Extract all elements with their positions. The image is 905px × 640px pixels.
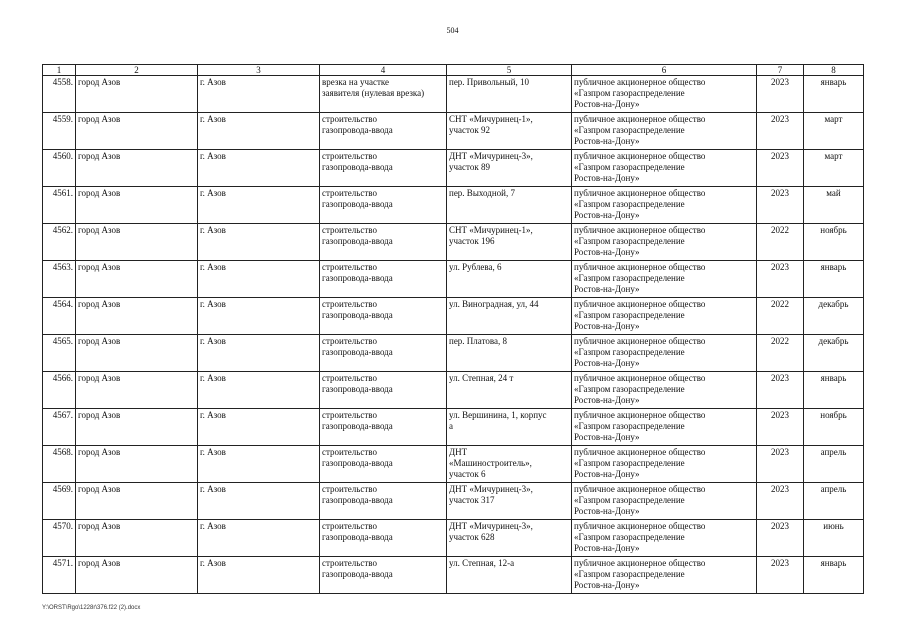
work-type-cell xyxy=(320,298,447,335)
work-type-cell-line: строительство xyxy=(322,447,377,457)
organization-cell-line: «Газпром газораспределение xyxy=(574,347,685,357)
organization-cell-line: Ростов-на-Дону» xyxy=(574,247,640,257)
organization-cell-line: публичное акционерное общество xyxy=(574,558,706,568)
address-cell-line: пер. Привольный, 10 xyxy=(449,77,529,87)
organization-cell-line: публичное акционерное общество xyxy=(574,299,706,309)
work-type-cell-line: строительство xyxy=(322,225,377,235)
organization-cell-line: Ростов-на-Дону» xyxy=(574,210,640,220)
work-type-cell-line: строительство xyxy=(322,521,377,531)
row-number-cell: 4567. xyxy=(43,409,76,446)
municipality-cell: город Азов xyxy=(76,187,198,224)
work-type-cell-line: газопровода-ввода xyxy=(322,310,393,320)
gasification-table xyxy=(42,64,864,594)
row-number-cell: 4563. xyxy=(43,261,76,298)
organization-cell xyxy=(572,520,757,557)
work-type-cell-line: строительство xyxy=(322,299,377,309)
organization-cell xyxy=(572,76,757,113)
table-row xyxy=(43,298,864,335)
organization-cell xyxy=(572,409,757,446)
year-cell: 2022 xyxy=(757,298,804,335)
row-number-cell: 4560. xyxy=(43,150,76,187)
organization-cell xyxy=(572,113,757,150)
organization-cell-line: «Газпром газораспределение xyxy=(574,199,685,209)
address-cell-line: ДНТ xyxy=(449,447,468,457)
organization-cell-line: «Газпром газораспределение xyxy=(574,162,685,172)
address-cell-line: участок 317 xyxy=(449,495,495,505)
address-cell-line: «Машиностроитель», xyxy=(449,458,532,468)
year-cell: 2023 xyxy=(757,446,804,483)
address-cell-line: участок 92 xyxy=(449,125,490,135)
address-cell xyxy=(447,409,572,446)
address-cell xyxy=(447,113,572,150)
row-number-cell: 4566. xyxy=(43,372,76,409)
organization-cell-line: публичное акционерное общество xyxy=(574,151,706,161)
month-cell: январь xyxy=(804,372,864,409)
organization-cell-line: «Газпром газораспределение xyxy=(574,569,685,579)
organization-cell-line: «Газпром газораспределение xyxy=(574,421,685,431)
municipality-cell: город Азов xyxy=(76,113,198,150)
organization-cell xyxy=(572,335,757,372)
settlement-cell: г. Азов xyxy=(198,557,320,594)
work-type-cell-line: строительство xyxy=(322,484,377,494)
organization-cell-line: Ростов-на-Дону» xyxy=(574,99,640,109)
municipality-cell: город Азов xyxy=(76,298,198,335)
organization-cell xyxy=(572,557,757,594)
organization-cell xyxy=(572,483,757,520)
work-type-cell xyxy=(320,187,447,224)
year-cell: 2023 xyxy=(757,76,804,113)
table-row xyxy=(43,261,864,298)
organization-cell xyxy=(572,298,757,335)
address-cell-line: СНТ «Мичуринец-1», xyxy=(449,114,533,124)
year-cell: 2023 xyxy=(757,150,804,187)
work-type-cell-line: врезка на участке xyxy=(322,77,390,87)
address-cell xyxy=(447,335,572,372)
settlement-cell: г. Азов xyxy=(198,224,320,261)
month-cell: май xyxy=(804,187,864,224)
month-cell: март xyxy=(804,150,864,187)
work-type-cell-line: строительство xyxy=(322,262,377,272)
organization-cell-line: «Газпром газораспределение xyxy=(574,236,685,246)
month-cell: ноябрь xyxy=(804,224,864,261)
municipality-cell: город Азов xyxy=(76,335,198,372)
settlement-cell: г. Азов xyxy=(198,261,320,298)
organization-cell-line: Ростов-на-Дону» xyxy=(574,506,640,516)
organization-cell-line: Ростов-на-Дону» xyxy=(574,543,640,553)
work-type-cell xyxy=(320,372,447,409)
year-cell: 2022 xyxy=(757,224,804,261)
address-cell-line: ул. Рублева, 6 xyxy=(449,262,502,272)
work-type-cell-line: газопровода-ввода xyxy=(322,199,393,209)
work-type-cell-line: строительство xyxy=(322,410,377,420)
organization-cell-line: «Газпром газораспределение xyxy=(574,273,685,283)
year-cell: 2023 xyxy=(757,409,804,446)
work-type-cell-line: газопровода-ввода xyxy=(322,569,393,579)
month-cell: апрель xyxy=(804,446,864,483)
address-cell-line: участок 89 xyxy=(449,162,490,172)
organization-cell-line: публичное акционерное общество xyxy=(574,410,706,420)
organization-cell-line: «Газпром газораспределение xyxy=(574,532,685,542)
month-cell: январь xyxy=(804,557,864,594)
address-cell-line: ул. Степная, 24 т xyxy=(449,373,514,383)
year-cell: 2023 xyxy=(757,557,804,594)
month-cell: декабрь xyxy=(804,298,864,335)
row-number-cell: 4569. xyxy=(43,483,76,520)
settlement-cell: г. Азов xyxy=(198,335,320,372)
work-type-cell-line: газопровода-ввода xyxy=(322,458,393,468)
municipality-cell: город Азов xyxy=(76,224,198,261)
organization-cell-line: публичное акционерное общество xyxy=(574,447,706,457)
year-cell: 2022 xyxy=(757,335,804,372)
row-number-cell: 4568. xyxy=(43,446,76,483)
year-cell: 2023 xyxy=(757,261,804,298)
organization-cell-line: «Газпром газораспределение xyxy=(574,88,685,98)
work-type-cell-line: газопровода-ввода xyxy=(322,421,393,431)
table-row xyxy=(43,409,864,446)
table-row xyxy=(43,335,864,372)
settlement-cell: г. Азов xyxy=(198,187,320,224)
work-type-cell-line: газопровода-ввода xyxy=(322,495,393,505)
row-number-cell: 4564. xyxy=(43,298,76,335)
row-number-cell: 4561. xyxy=(43,187,76,224)
work-type-cell-line: газопровода-ввода xyxy=(322,384,393,394)
municipality-cell: город Азов xyxy=(76,446,198,483)
year-cell: 2023 xyxy=(757,520,804,557)
address-cell-line: пер. Платова, 8 xyxy=(449,336,508,346)
column-header: 1 xyxy=(43,65,76,76)
work-type-cell-line: строительство xyxy=(322,114,377,124)
table-row xyxy=(43,76,864,113)
month-cell: апрель xyxy=(804,483,864,520)
organization-cell xyxy=(572,261,757,298)
address-cell xyxy=(447,76,572,113)
work-type-cell-line: газопровода-ввода xyxy=(322,273,393,283)
work-type-cell-line: заявителя (нулевая врезка) xyxy=(322,88,425,98)
column-header: 6 xyxy=(572,65,757,76)
table-row xyxy=(43,187,864,224)
work-type-cell xyxy=(320,113,447,150)
address-cell xyxy=(447,224,572,261)
organization-cell-line: «Газпром газораспределение xyxy=(574,310,685,320)
address-cell-line: а xyxy=(449,421,453,431)
address-cell xyxy=(447,150,572,187)
organization-cell-line: публичное акционерное общество xyxy=(574,521,706,531)
settlement-cell: г. Азов xyxy=(198,150,320,187)
organization-cell-line: Ростов-на-Дону» xyxy=(574,358,640,368)
row-number-cell: 4565. xyxy=(43,335,76,372)
page-number: 504 xyxy=(446,26,459,35)
month-cell: декабрь xyxy=(804,335,864,372)
work-type-cell xyxy=(320,224,447,261)
settlement-cell: г. Азов xyxy=(198,409,320,446)
municipality-cell: город Азов xyxy=(76,557,198,594)
organization-cell-line: публичное акционерное общество xyxy=(574,262,706,272)
month-cell: ноябрь xyxy=(804,409,864,446)
organization-cell xyxy=(572,187,757,224)
work-type-cell-line: строительство xyxy=(322,373,377,383)
work-type-cell-line: газопровода-ввода xyxy=(322,162,393,172)
work-type-cell-line: строительство xyxy=(322,336,377,346)
work-type-cell-line: газопровода-ввода xyxy=(322,532,393,542)
column-header: 8 xyxy=(804,65,864,76)
organization-cell-line: «Газпром газораспределение xyxy=(574,125,685,135)
municipality-cell: город Азов xyxy=(76,372,198,409)
address-cell-line: ул. Вершинина, 1, корпус xyxy=(449,410,547,420)
work-type-cell xyxy=(320,150,447,187)
row-number-cell: 4558. xyxy=(43,76,76,113)
row-number-cell: 4559. xyxy=(43,113,76,150)
organization-cell-line: Ростов-на-Дону» xyxy=(574,321,640,331)
organization-cell-line: публичное акционерное общество xyxy=(574,336,706,346)
organization-cell-line: «Газпром газораспределение xyxy=(574,384,685,394)
work-type-cell xyxy=(320,446,447,483)
organization-cell xyxy=(572,224,757,261)
address-cell-line: участок 196 xyxy=(449,236,495,246)
organization-cell-line: публичное акционерное общество xyxy=(574,188,706,198)
work-type-cell xyxy=(320,76,447,113)
address-cell-line: СНТ «Мичуринец-1», xyxy=(449,225,533,235)
row-number-cell: 4571. xyxy=(43,557,76,594)
organization-cell-line: публичное акционерное общество xyxy=(574,225,706,235)
organization-cell-line: «Газпром газораспределение xyxy=(574,495,685,505)
table-row xyxy=(43,224,864,261)
organization-cell-line: Ростов-на-Дону» xyxy=(574,173,640,183)
month-cell: март xyxy=(804,113,864,150)
table-row xyxy=(43,372,864,409)
address-cell-line: ДНТ «Мичуринец-3», xyxy=(449,151,533,161)
table-row xyxy=(43,446,864,483)
address-cell xyxy=(447,261,572,298)
work-type-cell-line: газопровода-ввода xyxy=(322,347,393,357)
address-cell-line: ДНТ «Мичуринец-3», xyxy=(449,484,533,494)
municipality-cell: город Азов xyxy=(76,150,198,187)
municipality-cell: город Азов xyxy=(76,483,198,520)
organization-cell-line: Ростов-на-Дону» xyxy=(574,395,640,405)
municipality-cell: город Азов xyxy=(76,520,198,557)
municipality-cell: город Азов xyxy=(76,76,198,113)
work-type-cell xyxy=(320,557,447,594)
table-row xyxy=(43,113,864,150)
organization-cell-line: Ростов-на-Дону» xyxy=(574,432,640,442)
organization-cell-line: Ростов-на-Дону» xyxy=(574,580,640,590)
work-type-cell-line: строительство xyxy=(322,188,377,198)
organization-cell-line: Ростов-на-Дону» xyxy=(574,136,640,146)
address-cell-line: ул. Степная, 12-а xyxy=(449,558,515,568)
address-cell-line: ул. Виноградная, ул, 44 xyxy=(449,299,539,309)
year-cell: 2023 xyxy=(757,187,804,224)
municipality-cell: город Азов xyxy=(76,261,198,298)
work-type-cell-line: газопровода-ввода xyxy=(322,125,393,135)
year-cell: 2023 xyxy=(757,113,804,150)
address-cell xyxy=(447,298,572,335)
address-cell-line: участок 628 xyxy=(449,532,495,542)
year-cell: 2023 xyxy=(757,372,804,409)
work-type-cell-line: строительство xyxy=(322,558,377,568)
month-cell: июнь xyxy=(804,520,864,557)
organization-cell xyxy=(572,150,757,187)
month-cell: январь xyxy=(804,76,864,113)
organization-cell xyxy=(572,372,757,409)
month-cell: январь xyxy=(804,261,864,298)
settlement-cell: г. Азов xyxy=(198,483,320,520)
address-cell-line: ДНТ «Мичуринец-3», xyxy=(449,521,533,531)
organization-cell-line: Ростов-на-Дону» xyxy=(574,469,640,479)
address-cell xyxy=(447,483,572,520)
work-type-cell xyxy=(320,261,447,298)
organization-cell xyxy=(572,446,757,483)
settlement-cell: г. Азов xyxy=(198,76,320,113)
work-type-cell xyxy=(320,483,447,520)
address-cell xyxy=(447,187,572,224)
table-row xyxy=(43,557,864,594)
work-type-cell xyxy=(320,409,447,446)
column-header: 7 xyxy=(757,65,804,76)
address-cell-line: участок 6 xyxy=(449,469,486,479)
column-header: 5 xyxy=(447,65,572,76)
organization-cell-line: публичное акционерное общество xyxy=(574,77,706,87)
organization-cell-line: «Газпром газораспределение xyxy=(574,458,685,468)
table-body xyxy=(43,76,864,594)
municipality-cell: город Азов xyxy=(76,409,198,446)
settlement-cell: г. Азов xyxy=(198,298,320,335)
table-row xyxy=(43,483,864,520)
column-header: 4 xyxy=(320,65,447,76)
table-row xyxy=(43,520,864,557)
organization-cell-line: публичное акционерное общество xyxy=(574,373,706,383)
document-file-path: Y:\ORST\Rgo\1228r\376.f22 (2).docx xyxy=(42,605,141,611)
settlement-cell: г. Азов xyxy=(198,372,320,409)
column-header: 3 xyxy=(198,65,320,76)
row-number-cell: 4562. xyxy=(43,224,76,261)
work-type-cell xyxy=(320,520,447,557)
address-cell xyxy=(447,372,572,409)
settlement-cell: г. Азов xyxy=(198,113,320,150)
address-cell xyxy=(447,557,572,594)
work-type-cell-line: газопровода-ввода xyxy=(322,236,393,246)
address-cell xyxy=(447,446,572,483)
organization-cell-line: Ростов-на-Дону» xyxy=(574,284,640,294)
column-number-header-row xyxy=(43,65,864,76)
row-number-cell: 4570. xyxy=(43,520,76,557)
settlement-cell: г. Азов xyxy=(198,520,320,557)
organization-cell-line: публичное акционерное общество xyxy=(574,484,706,494)
table-row xyxy=(43,150,864,187)
address-cell-line: пер. Выходной, 7 xyxy=(449,188,515,198)
work-type-cell-line: строительство xyxy=(322,151,377,161)
column-header: 2 xyxy=(76,65,198,76)
settlement-cell: г. Азов xyxy=(198,446,320,483)
work-type-cell xyxy=(320,335,447,372)
address-cell xyxy=(447,520,572,557)
organization-cell-line: публичное акционерное общество xyxy=(574,114,706,124)
year-cell: 2023 xyxy=(757,483,804,520)
